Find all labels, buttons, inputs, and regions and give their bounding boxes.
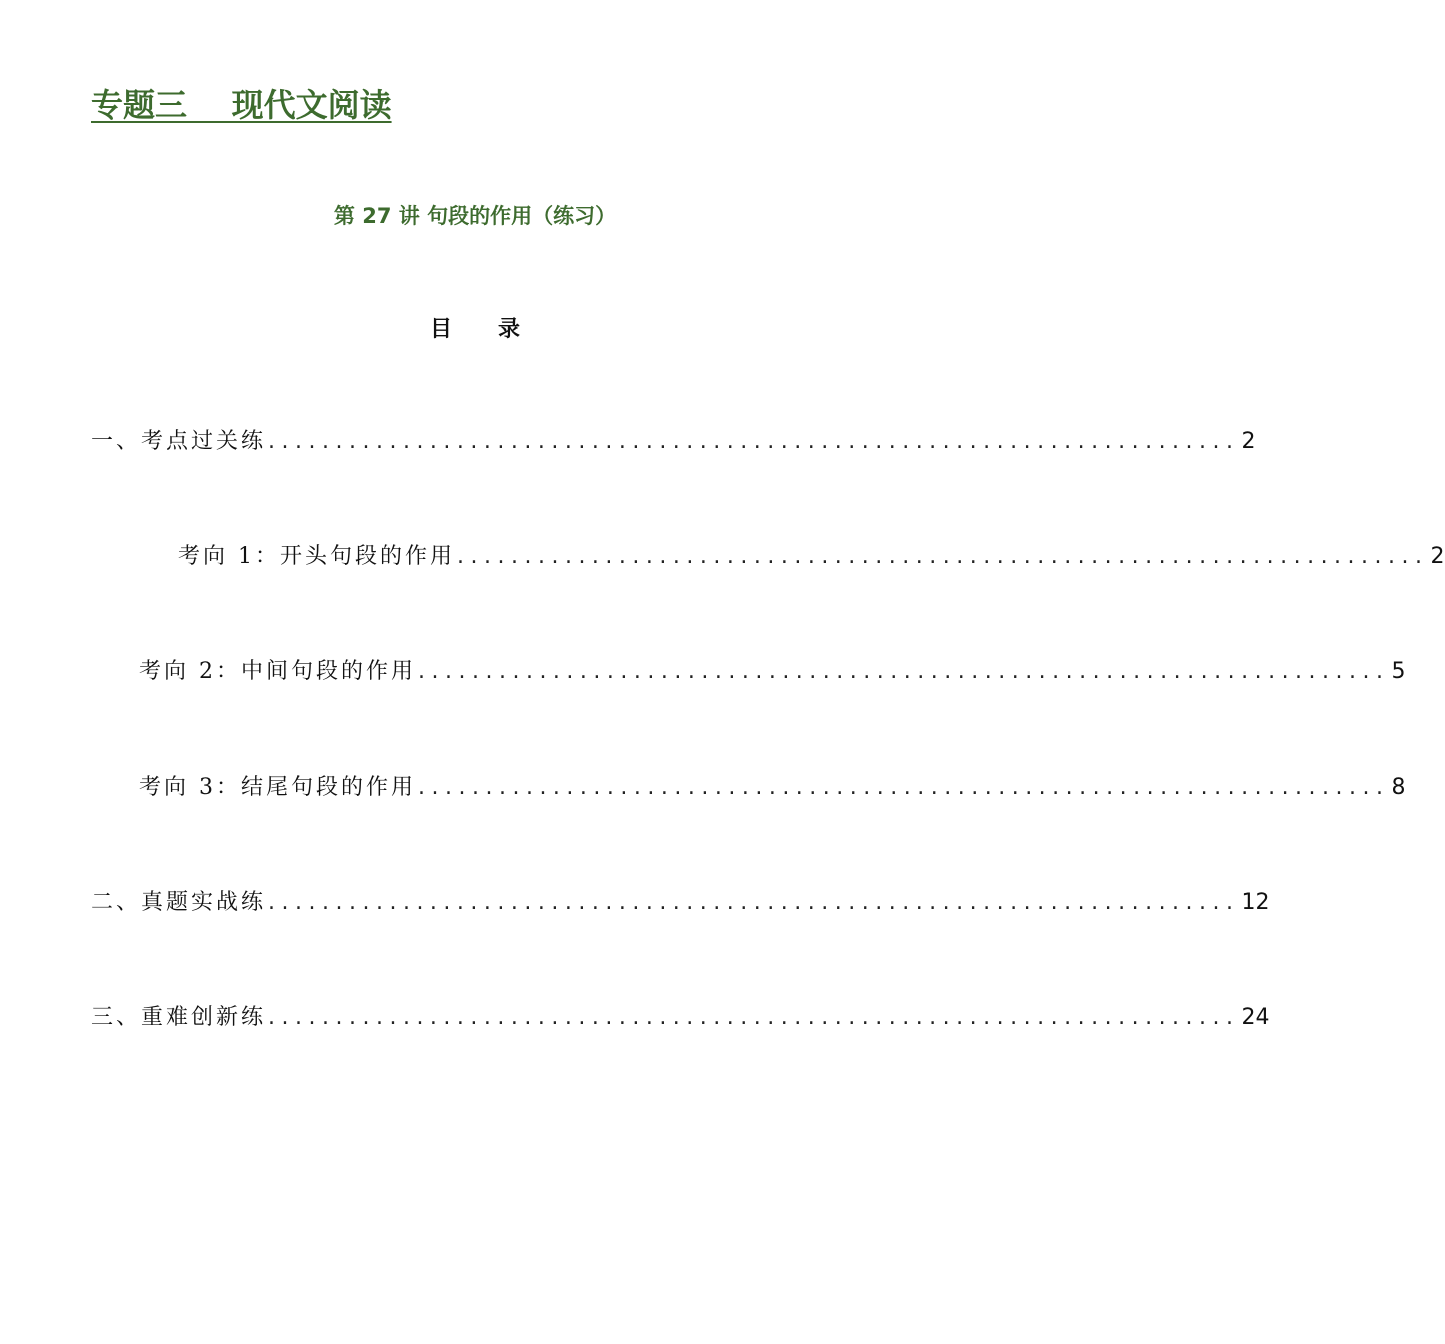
topic-title: 专题三 现代文阅读 xyxy=(91,86,392,124)
toc-dot-leader: ........................................................................ xyxy=(268,429,1240,454)
toc-entry-subsection-3[interactable] xyxy=(139,770,1406,802)
toc-dot-leader: ........................................................................ xyxy=(418,659,1390,684)
toc-entry-subsection-1[interactable] xyxy=(178,539,1445,571)
toc-page-number: 2 xyxy=(1241,429,1256,454)
toc-dot-leader: ........................................................................ xyxy=(457,544,1429,569)
toc-entry-label: 三、重难创新练 xyxy=(91,1005,267,1030)
toc-entry-section-2[interactable] xyxy=(91,885,1270,917)
toc-heading: 目 录 xyxy=(430,317,520,342)
toc-page-number: 5 xyxy=(1391,659,1406,684)
toc-entry-label: 考向 1：开头句段的作用 xyxy=(178,544,455,569)
toc-entry-label: 一、考点过关练 xyxy=(91,429,267,454)
toc-entry-label: 二、真题实战练 xyxy=(91,890,267,915)
toc-dot-leader: ........................................................................ xyxy=(268,1005,1240,1030)
toc-page-number: 24 xyxy=(1241,1005,1270,1030)
toc-dot-leader: ........................................................................ xyxy=(418,775,1390,800)
toc-entry-label: 考向 3：结尾句段的作用 xyxy=(139,775,416,800)
toc-entry-subsection-2[interactable] xyxy=(139,654,1406,686)
toc-entry-section-3[interactable] xyxy=(91,1000,1270,1032)
toc-page-number: 8 xyxy=(1391,775,1406,800)
toc-dot-leader: ........................................................................ xyxy=(268,890,1240,915)
toc-entry-section-1[interactable] xyxy=(91,424,1256,456)
toc-page-number: 12 xyxy=(1241,890,1270,915)
toc-page-number: 2 xyxy=(1430,544,1445,569)
toc-entry-label: 考向 2：中间句段的作用 xyxy=(139,659,416,684)
lecture-title: 第 27 讲 句段的作用（练习） xyxy=(333,204,617,228)
